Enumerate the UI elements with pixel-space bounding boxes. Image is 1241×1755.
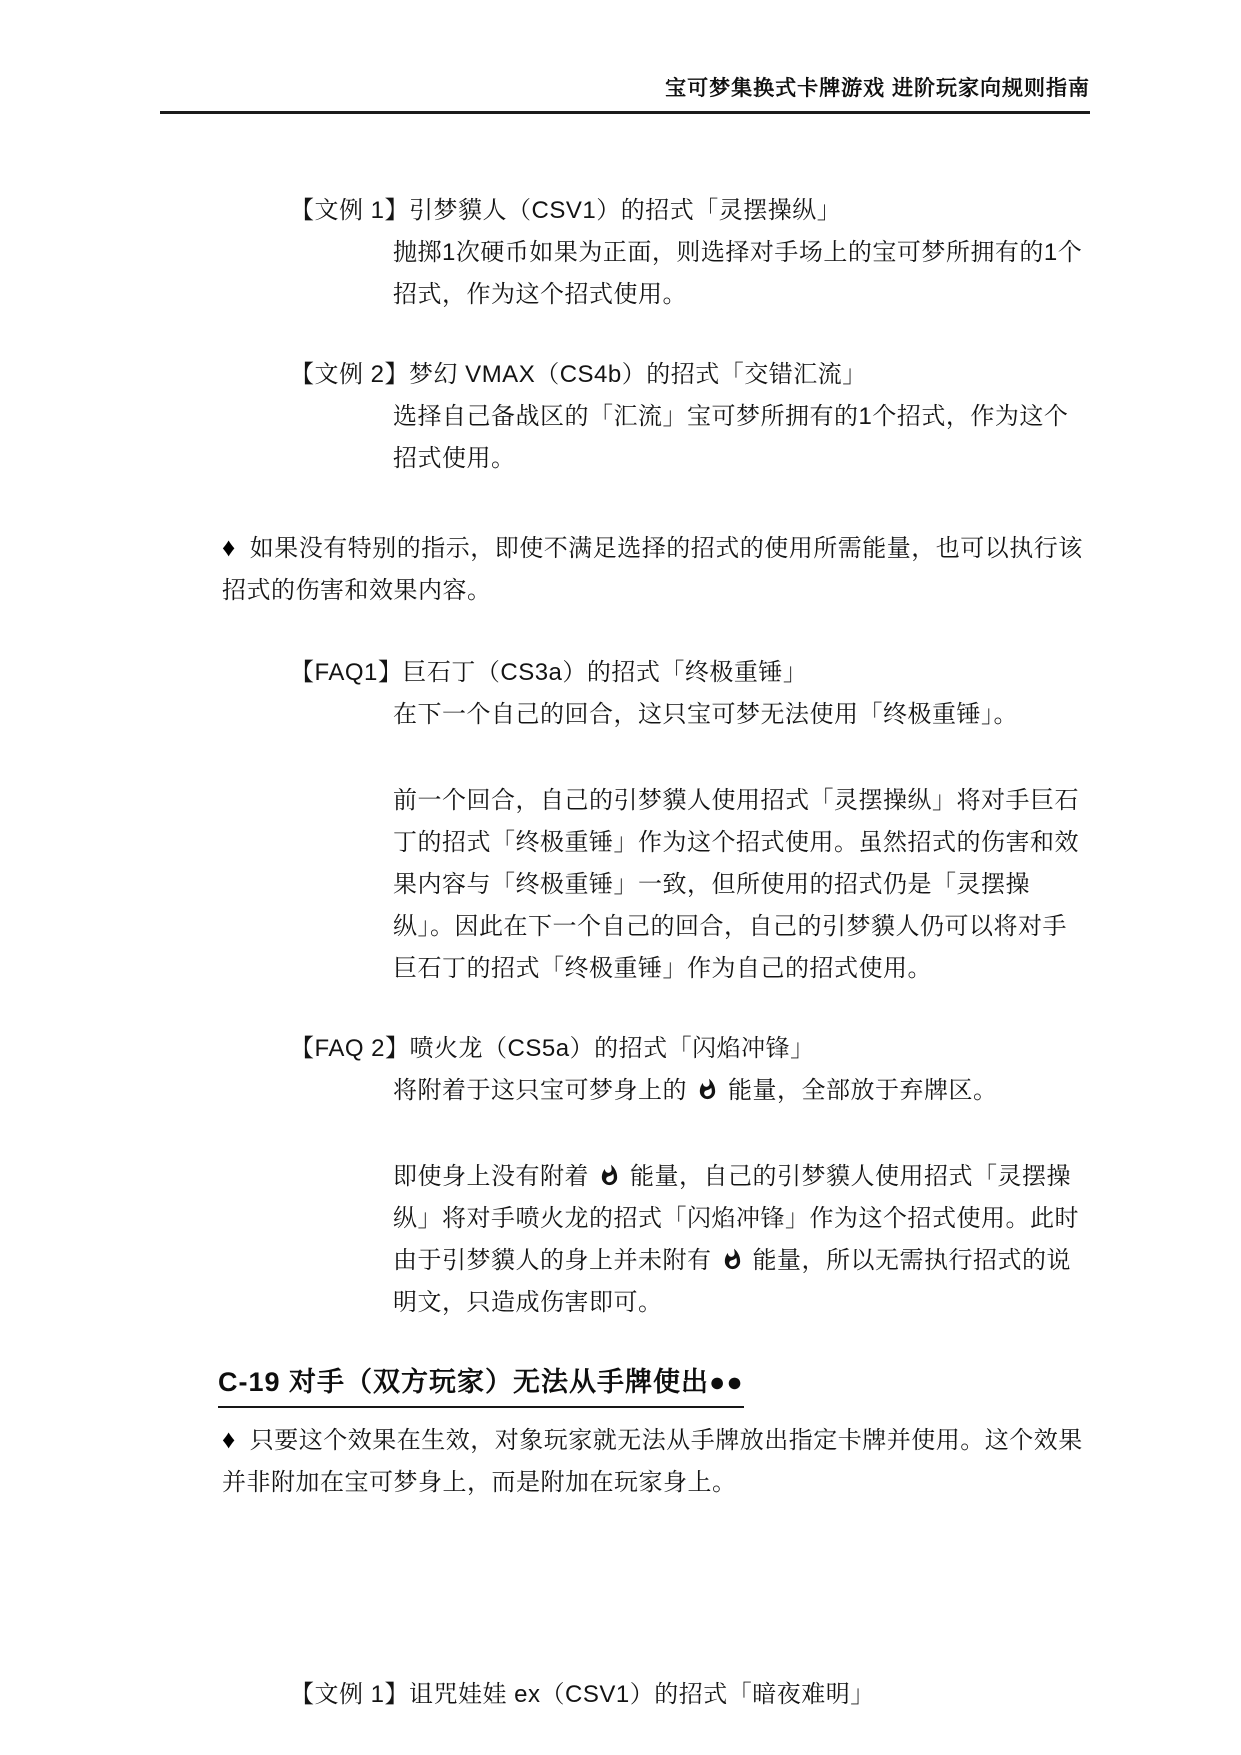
faq2-title: 喷火龙（CS5a）的招式「闪焰冲锋」 <box>409 1035 815 1062</box>
example1-label: 【文例 1】 <box>290 197 410 224</box>
example2-body: 选择自己备战区的「汇流」宝可梦所拥有的1个招式，作为这个招式使用。 <box>393 403 1069 472</box>
fire-energy-icon <box>696 1078 719 1101</box>
faq2-body <box>393 1070 1090 1112</box>
header-rule <box>160 111 1090 114</box>
faq2-exp-seg1: 即使身上没有附着 <box>393 1163 589 1190</box>
faq2-exp-seg3: 能量，所以无需执行招式的说明文，只造成伤害即可。 <box>393 1247 1071 1316</box>
note1-text: 如果没有特别的指示，即使不满足选择的招式的使用所需能量，也可以执行该招式的伤害和效果内容。 <box>222 535 1083 604</box>
fire-energy-icon <box>598 1164 621 1187</box>
note2-paragraph <box>222 1418 1086 1504</box>
example3-title: 诅咒娃娃 ex（CSV1）的招式「暗夜难明」 <box>409 1681 875 1708</box>
example1-title: 引梦貘人（CSV1）的招式「灵摆操纵」 <box>409 197 842 224</box>
faq2-label: 【FAQ 2】 <box>290 1035 410 1062</box>
faq2-body-text-post: 能量，全部放于弃牌区。 <box>728 1077 998 1104</box>
faq1-label: 【FAQ1】 <box>290 659 403 686</box>
diamond-bullet-icon: ♦ <box>222 1424 236 1454</box>
faq1-body: 在下一个自己的回合，这只宝可梦无法使用「终极重锤」。 <box>393 701 1018 728</box>
section-c19 <box>218 1364 1241 1408</box>
example1-body: 抛掷1次硬币如果为正面，则选择对手场上的宝可梦所拥有的1个招式，作为这个招式使用。 <box>393 239 1083 308</box>
page-body <box>0 190 1241 1716</box>
faq1-explanation: 前一个回合，自己的引梦貘人使用招式「灵摆操纵」将对手巨石丁的招式「终极重锤」作为这个招式使用。虽然招式的伤害和效果内容与「终极重锤」一致，但所使用的招式仍是「灵摆操纵」。因此在下一个自己的回合，自己的引梦貘人仍可以将对手巨石丁的招式「终极重锤」作为自己的招式使用。 <box>393 787 1079 982</box>
example2-head <box>290 354 1090 396</box>
example1-block <box>290 190 1090 316</box>
fire-energy-icon <box>721 1248 744 1271</box>
example3-block <box>290 1674 1090 1716</box>
example2-block <box>290 354 1090 480</box>
faq1-title: 巨石丁（CS3a）的招式「终极重锤」 <box>402 659 808 686</box>
page-header <box>0 0 1241 114</box>
example3-label: 【文例 1】 <box>290 1681 410 1708</box>
diamond-bullet-icon: ♦ <box>222 532 236 562</box>
example2-label: 【文例 2】 <box>290 361 410 388</box>
header-title: 宝可梦集换式卡牌游戏 进阶玩家向规则指南 <box>665 77 1090 100</box>
faq2-body-text-pre: 将附着于这只宝可梦身上的 <box>393 1077 687 1104</box>
faq2-head <box>290 1028 1090 1070</box>
note2-text: 只要这个效果在生效，对象玩家就无法从手牌放出指定卡牌并使用。这个效果并非附加在宝可梦身上，而是附加在玩家身上。 <box>222 1427 1083 1496</box>
example2-title: 梦幻 VMAX（CS4b）的招式「交错汇流」 <box>409 361 867 388</box>
example1-head <box>290 190 1090 232</box>
faq1-block <box>290 652 1090 990</box>
example3-head <box>290 1674 1090 1716</box>
section-c19-heading: C-19 对手（双方玩家）无法从手牌使出●● <box>218 1364 744 1408</box>
note1-paragraph <box>222 526 1086 612</box>
faq2-exp-seg2: 能量，自己的引梦貘人使用招式「灵摆操纵」将对手喷火龙的招式「闪焰冲锋」作为这个招式使用。此时由于引梦貘人的身上并未附有 <box>393 1163 1079 1274</box>
faq1-head <box>290 652 1090 694</box>
faq2-explanation <box>393 1156 1090 1324</box>
faq2-block <box>290 1028 1090 1324</box>
